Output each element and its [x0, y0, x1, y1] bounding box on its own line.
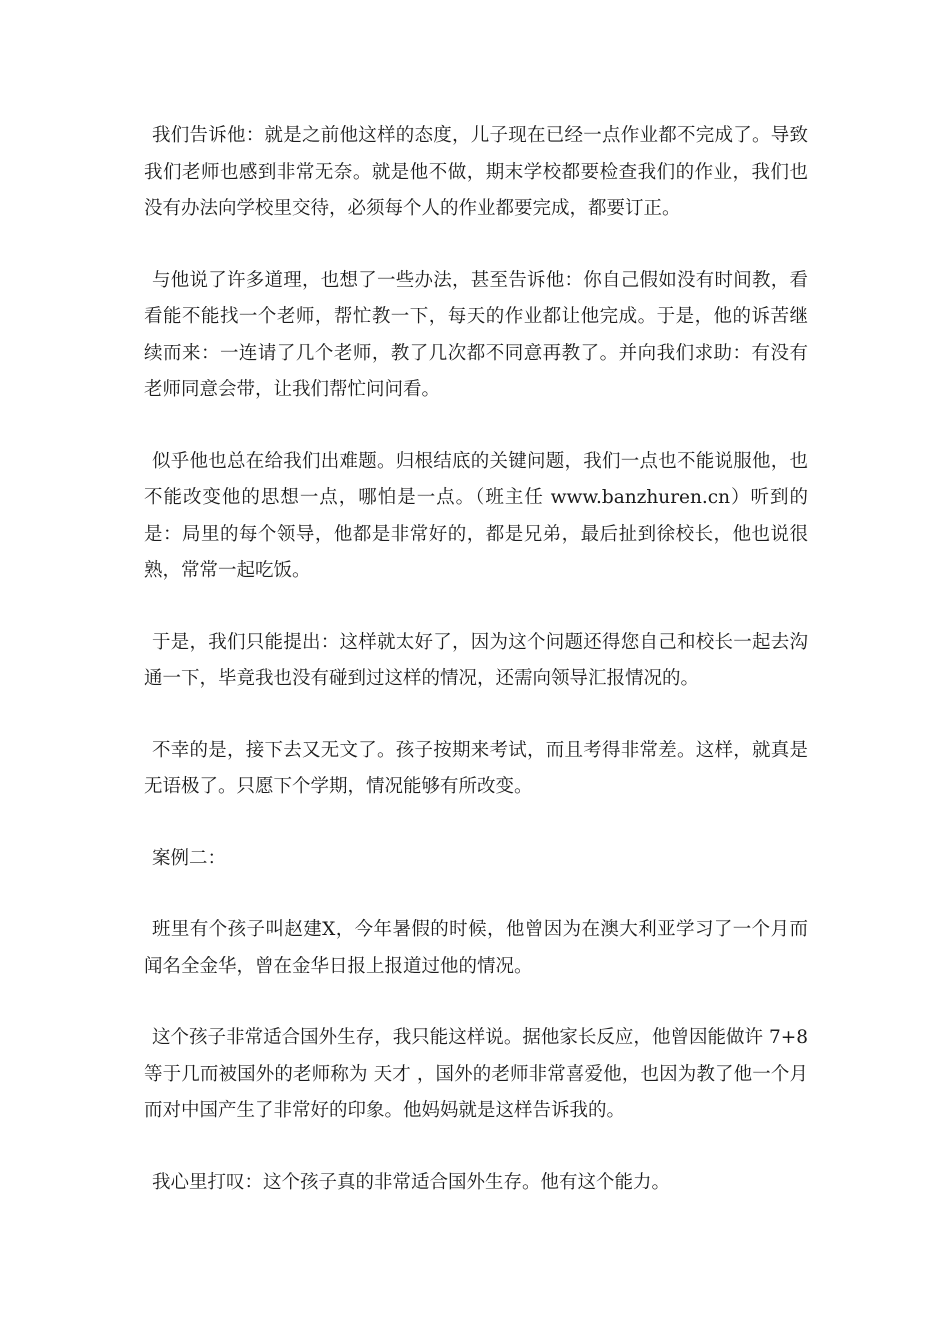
paragraph-gap — [144, 698, 808, 733]
paragraph-gap — [144, 877, 808, 912]
paragraph-gap — [144, 409, 808, 444]
paragraph-7: 班里有个孩子叫赵建X，今年暑假的时候，他曾因为在澳大利亚学习了一个月而闻名全金华，曾在金华日报上报道过他的情况。 — [144, 919, 808, 977]
paragraph-3: 似乎他也总在给我们出难题。归根结底的关键问题，我们一点也不能说服他，也不能改变他的思想一点，哪怕是一点。（班主任 www.banzhuren.cn）听到的是：局里的每个领导，他都是非常好的，都是兄弟，最后扯到徐校长，他也说很熟，常常一起吃饭。 — [144, 450, 808, 581]
paragraph-8: 这个孩子非常适合国外生存，我只能这样说。据他家长反应，他曾因能做许 7+8 等于几而被国外的老师称为 天才 ，国外的老师非常喜爱他，也因为教了他一个月而对中国产生了非常好的印象。他妈妈就是这样告诉我的。 — [144, 1027, 808, 1121]
paragraph-gap — [144, 806, 808, 841]
paragraph-9: 我心里打叹：这个孩子真的非常适合国外生存。他有这个能力。 — [152, 1171, 671, 1193]
paragraph-2: 与他说了许多道理，也想了一些办法，甚至告诉他：你自己假如没有时间教，看看能不能找一个老师，帮忙教一下，每天的作业都让他完成。于是，他的诉苦继续而来：一连请了几个老师，教了几次都不同意再教了。并向我们求助：有没有老师同意会带，让我们帮忙问问看。 — [144, 269, 808, 400]
paragraph-1: 我们告诉他：就是之前他这样的态度，儿子现在已经一点作业都不完成了。导致我们老师也感到非常无奈。就是他不做，期末学校都要检查我们的作业，我们也没有办法向学校里交待，必须每个人的作业都要完成，都要订正。 — [144, 125, 808, 219]
document-page — [144, 118, 808, 1201]
paragraph-gap — [144, 1130, 808, 1165]
paragraph-gap — [144, 985, 808, 1020]
paragraph-5: 不幸的是，接下去又无文了。孩子按期来考试，而且考得非常差。这样，就真是无语极了。只愿下个学期，情况能够有所改变。 — [144, 739, 808, 797]
paragraph-4: 于是，我们只能提出：这样就太好了，因为这个问题还得您自己和校长一起去沟通一下，毕竟我也没有碰到过这样的情况，还需向领导汇报情况的。 — [144, 631, 808, 689]
section-heading-case-two: 案例二： — [152, 847, 227, 869]
paragraph-gap — [144, 228, 808, 263]
paragraph-gap — [144, 590, 808, 625]
